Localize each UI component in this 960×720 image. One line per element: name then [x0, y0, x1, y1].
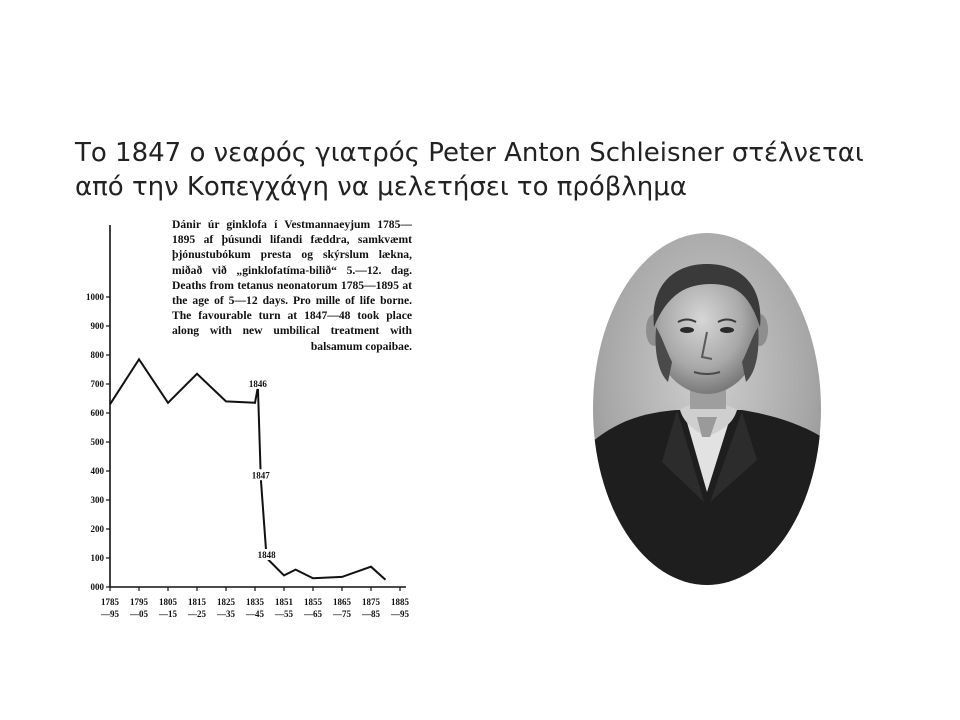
x-tick-label: —95 [391, 609, 409, 619]
mortality-series-line [110, 359, 386, 580]
x-tick-label: —35 [217, 609, 235, 619]
x-tick-label: 1885 [391, 597, 409, 607]
x-tick-label: —65 [304, 609, 322, 619]
x-tick-label: 1805 [159, 597, 177, 607]
y-tick-label: 100 [90, 553, 104, 563]
x-tick-label: 1851 [275, 597, 293, 607]
y-tick-label: 300 [90, 495, 104, 505]
x-tick-label: 1815 [188, 597, 206, 607]
data-label: 1846 [248, 378, 267, 389]
y-tick-label: 200 [90, 524, 104, 534]
x-tick-label: —95 [101, 609, 119, 619]
data-label: 1848 [257, 550, 276, 560]
y-tick-label: 400 [90, 466, 104, 476]
y-tick-label: 600 [90, 408, 104, 418]
x-tick-label: 1865 [333, 597, 351, 607]
x-tick-label: —85 [362, 609, 380, 619]
mortality-chart [82, 215, 422, 635]
y-tick-label: 000 [90, 582, 104, 592]
slide-title-line-1: Το 1847 ο νεαρός γιατρός Peter Anton Schleisner στέλνεται [75, 138, 864, 168]
x-tick-label: —25 [188, 609, 206, 619]
y-tick-label: 800 [90, 350, 104, 360]
data-label: 1847 [251, 470, 270, 481]
y-tick-label: 900 [90, 321, 104, 331]
x-tick-label: —45 [246, 609, 264, 619]
x-tick-label: 1855 [304, 597, 322, 607]
y-tick-label: 500 [90, 437, 104, 447]
chart-caption: Dánir úr ginklofa í Vestmannaeyjum 1785—1895 af þúsundi lifandi fæddra, samkvæmt þjónustubókum presta og skýrslum lækna, miðað við „ginklofatíma-bilið“ 5.—12. dag. Deaths from tetanus neonatorum 1785—1895 at the age of 5—12 days. Pro mille of life borne. The favourable turn at 1847—48 took place along with new umbilical treatment with balsamum copaibae. [172, 218, 412, 353]
x-tick-label: 1795 [130, 597, 148, 607]
x-tick-label: 1785 [101, 597, 119, 607]
y-tick-label: 700 [90, 379, 104, 389]
x-tick-label: 1875 [362, 597, 380, 607]
x-tick-label: —05 [130, 609, 148, 619]
portrait-photo-icon [592, 232, 822, 586]
x-tick-label: 1825 [217, 597, 235, 607]
x-tick-label: —15 [159, 609, 177, 619]
slide-title-line-2: από την Κοπεγχάγη να μελετήσει το πρόβλημα [75, 172, 687, 202]
x-tick-label: —75 [333, 609, 351, 619]
slide-title [75, 136, 895, 204]
x-tick-label: —55 [275, 609, 293, 619]
y-tick-label: 1000 [86, 292, 104, 302]
x-tick-label: 1835 [246, 597, 264, 607]
